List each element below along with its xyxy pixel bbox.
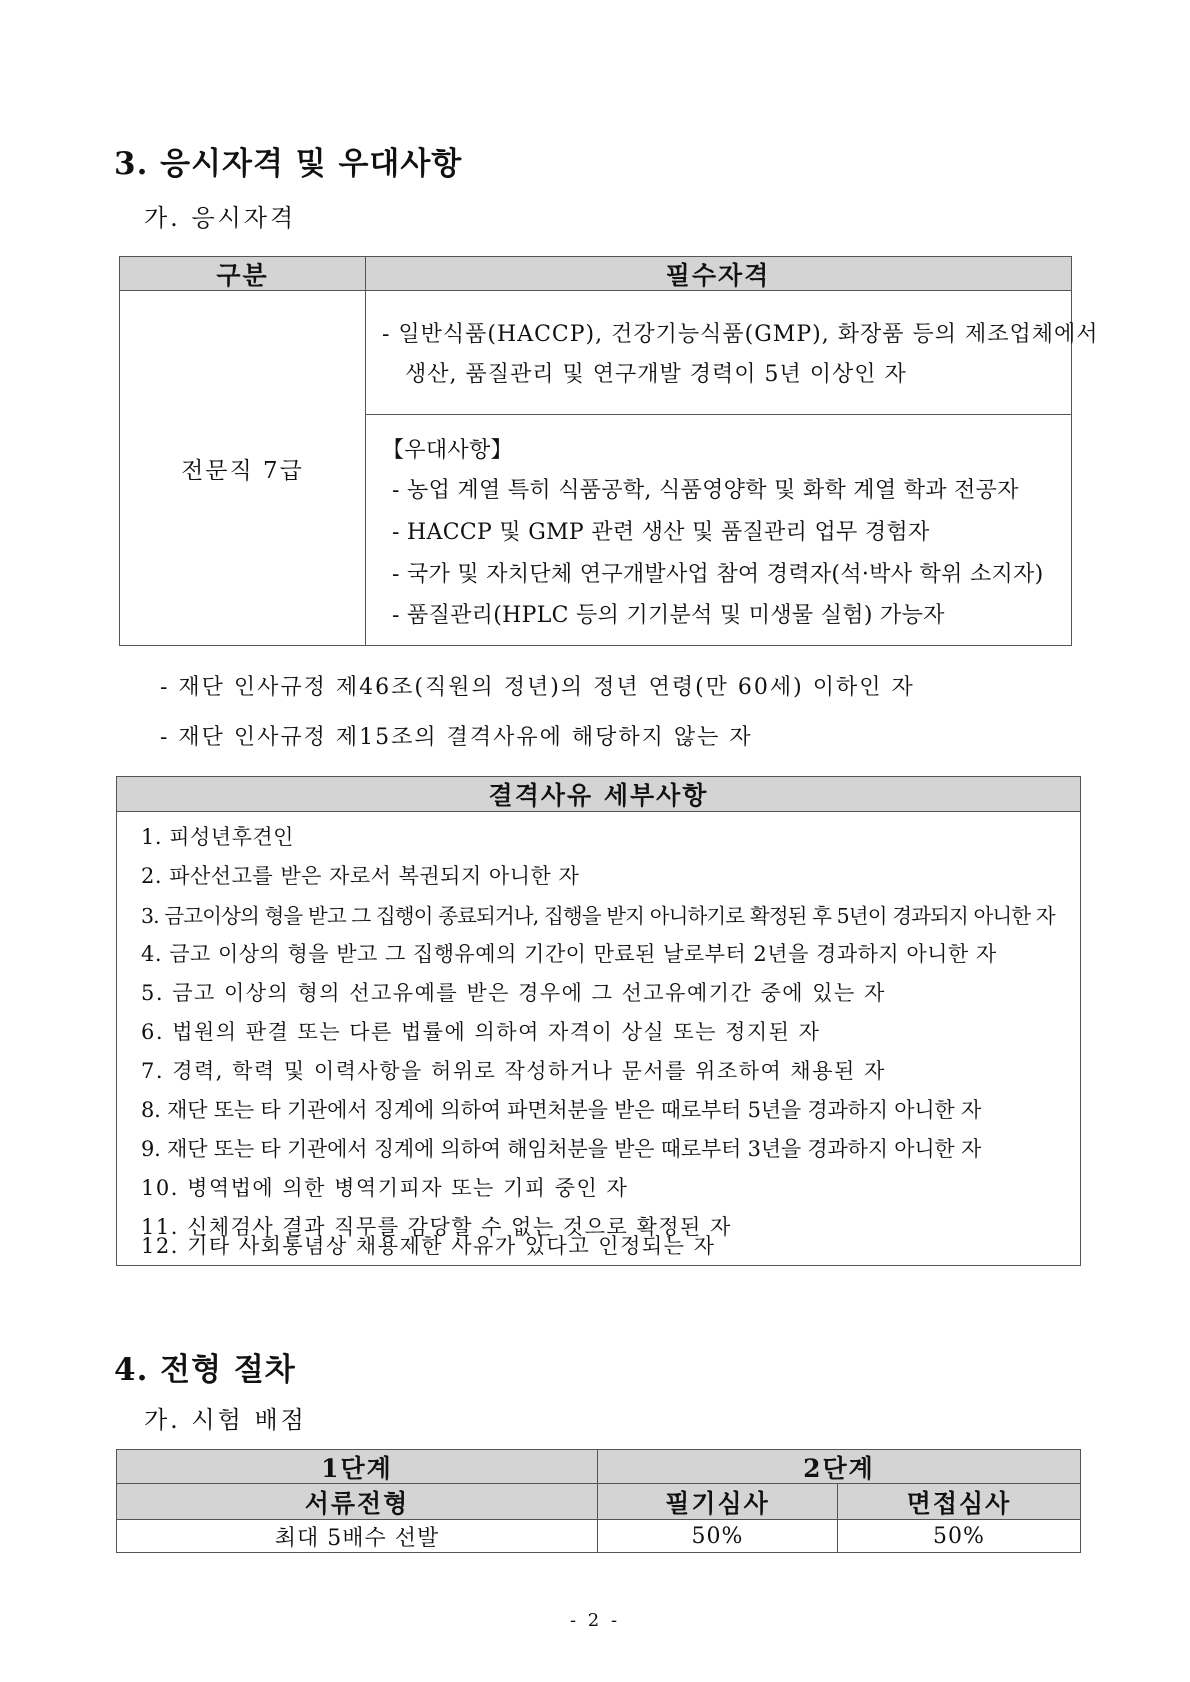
header-required: 필수자격 — [365, 257, 1071, 291]
list-item: 4. 금고 이상의 형을 받고 그 집행유예의 기간이 만료된 날로부터 2년을 경과하지 아니한 자 — [141, 942, 997, 966]
preference-item: - 국가 및 자치단체 연구개발사업 참여 경력자(석·박사 학위 소지자) — [392, 562, 1044, 587]
disqualification-title: 결격사유 세부사항 — [117, 777, 1080, 812]
doc-screening-value: 최대 5배수 선발 — [117, 1520, 598, 1552]
preference-title: 【우대사항】 — [382, 438, 513, 463]
list-item: 11. 신체검사 결과 직무를 감당할 수 없는 것으로 확정된 자 — [141, 1215, 732, 1239]
interview-header: 면접심사 — [838, 1484, 1080, 1520]
section3-subheading: 가. 응시자격 — [144, 204, 297, 232]
disqualification-box — [116, 776, 1081, 1266]
section3-heading: 3. 응시자격 및 우대사항 — [114, 146, 463, 182]
list-item: 12. 기타 사회통념상 채용제한 사유가 있다고 인정되는 자 — [141, 1234, 716, 1258]
required-line-1: - 일반식품(HACCP), 건강기능식품(GMP), 화장품 등의 제조업체에서 — [382, 322, 1099, 347]
written-exam-header: 필기심사 — [598, 1484, 838, 1520]
stage2-header: 2단계 — [598, 1450, 1080, 1484]
rank-cell: 전문직 7급 — [181, 457, 304, 484]
doc-screening-header: 서류전형 — [117, 1484, 598, 1520]
list-item: 3. 금고이상의 형을 받고 그 집행이 종료되거나, 집행을 받지 아니하기로 확정된 후 5년이 경과되지 아니한 자 — [141, 904, 1055, 928]
preference-item: - HACCP 및 GMP 관련 생산 및 품질관리 업무 경험자 — [392, 520, 930, 545]
list-item: 7. 경력, 학력 및 이력사항을 허위로 작성하거나 문서를 위조하여 채용된 자 — [141, 1059, 886, 1083]
list-item: 9. 재단 또는 타 기관에서 징계에 의하여 해임처분을 받은 때로부터 3년을 경과하지 아니한 자 — [141, 1137, 982, 1161]
list-item: 1. 피성년후견인 — [141, 825, 294, 849]
qualification-table — [119, 256, 1099, 646]
score-table — [116, 1449, 1081, 1553]
required-line-2: 생산, 품질관리 및 연구개발 경력이 5년 이상인 자 — [405, 362, 907, 387]
table-divider — [365, 257, 366, 645]
table-divider — [365, 414, 1071, 415]
note-disqualification: - 재단 인사규정 제15조의 결격사유에 해당하지 않는 자 — [160, 725, 753, 750]
page-number: - 2 - — [569, 1610, 621, 1631]
header-category: 구분 — [120, 257, 365, 291]
section4-subheading: 가. 시험 배점 — [144, 1406, 307, 1434]
list-item: 8. 재단 또는 타 기관에서 징계에 의하여 파면처분을 받은 때로부터 5년을 경과하지 아니한 자 — [141, 1098, 982, 1122]
written-exam-value: 50% — [598, 1520, 838, 1552]
section4-heading: 4. 전형 절차 — [114, 1352, 296, 1388]
list-item: 6. 법원의 판결 또는 다른 법률에 의하여 자격이 상실 또는 정지된 자 — [141, 1020, 821, 1044]
interview-value: 50% — [933, 1523, 985, 1549]
preference-item: - 농업 계열 특히 식품공학, 식품영양학 및 화학 계열 학과 전공자 — [392, 478, 1019, 503]
note-retirement: - 재단 인사규정 제46조(직원의 정년)의 정년 연령(만 60세) 이하인 자 — [160, 675, 915, 700]
list-item: 2. 파산선고를 받은 자로서 복권되지 아니한 자 — [141, 864, 580, 888]
list-item: 5. 금고 이상의 형의 선고유예를 받은 경우에 그 선고유예기간 중에 있는 자 — [141, 981, 886, 1005]
stage1-header: 1단계 — [117, 1450, 598, 1484]
preference-item: - 품질관리(HPLC 등의 기기분석 및 미생물 실험) 가능자 — [392, 603, 945, 628]
list-item: 10. 병역법에 의한 병역기피자 또는 기피 중인 자 — [141, 1176, 629, 1200]
